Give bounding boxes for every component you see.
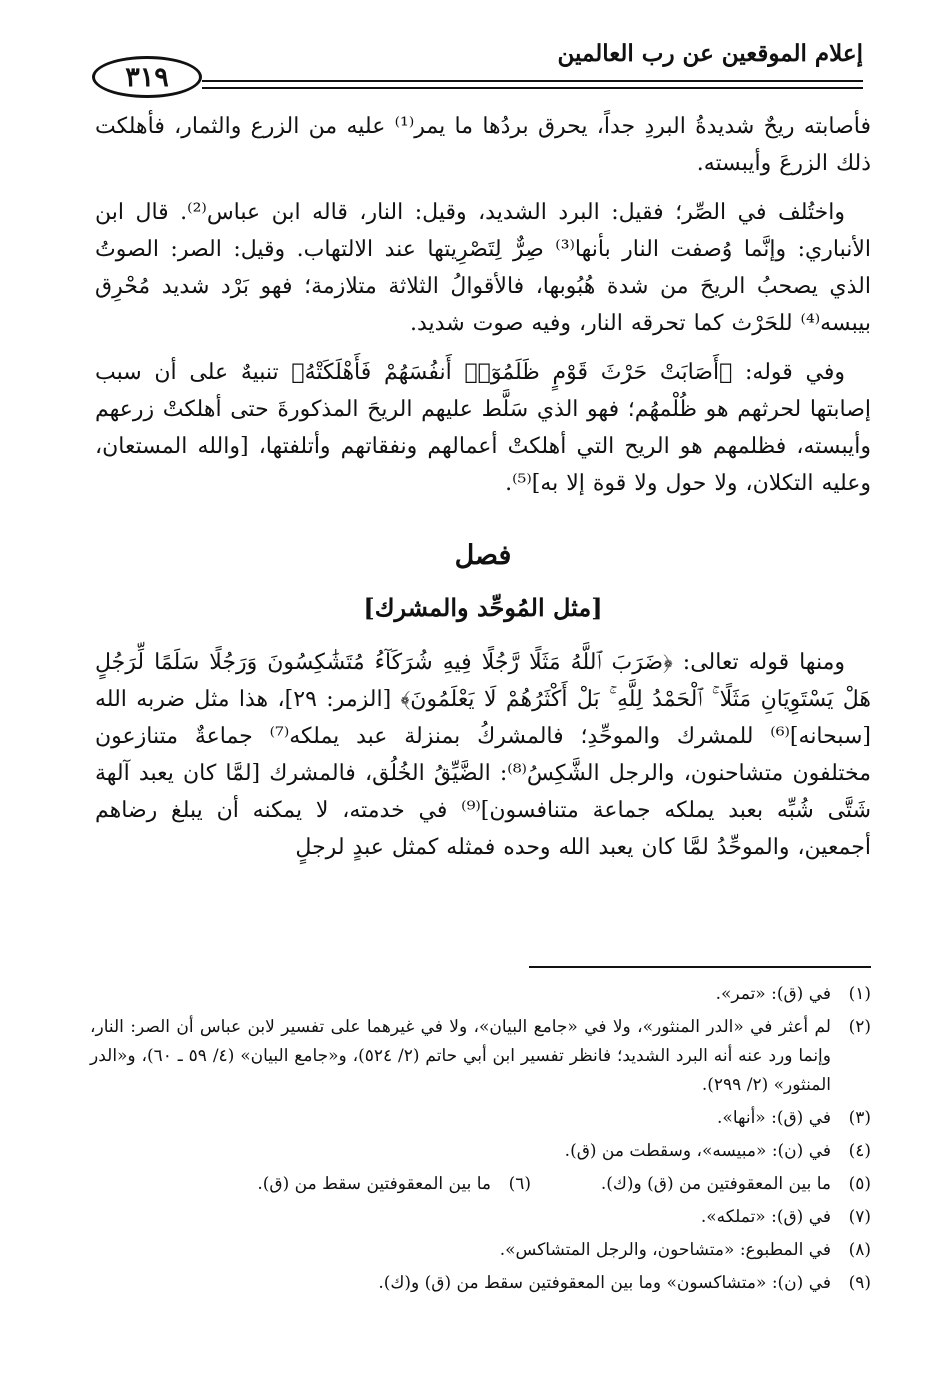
page-number-badge <box>92 56 202 98</box>
footnote-number: (١) <box>848 984 871 1004</box>
footnote-text: ما بين المعقوفتين سقط من (ق). <box>257 1174 491 1194</box>
page-header <box>92 36 863 98</box>
section-subheading: [مثل المُوحِّد والمشرك] <box>363 593 603 622</box>
footnotes <box>90 980 871 1302</box>
footnote-text: في المطبوع: «متشاحون، والرجل المتشاكس». <box>499 1240 831 1260</box>
main-text <box>95 108 871 878</box>
footnote <box>90 1236 871 1265</box>
footnote-text: لم أعثر في «الدر المنثور»، ولا في «جامع البيان»، ولا في غيرهما على تفسير لابن عباس أن الصر: النار، وإنما ورد عنه أنه البرد الشديد؛ فانظر تفسير ابن أبي حاتم (٢/ ٥٢٤)، و«جامع البيان» (٤/ ٥٩ ـ ٦٠)، و«الدر المنثور» (٢/ ٢٩٩). <box>90 1017 831 1095</box>
footnote-text: في (ن): «متشاكسون» وما بين المعقوفتين سقط من (ق) و(ك). <box>378 1273 831 1293</box>
paragraph-4: ومنها قوله تعالى: ﴿ضَرَبَ ٱللَّهُ مَثَلًا رَّجُلًا فِيهِ شُرَكَآءُ مُتَشَٰكِسُونَ وَرَجُلًا سَلَمًا لِّرَجُلٍ هَلْ يَسْتَوِيَانِ مَثَلًا ۚ ٱلْحَمْدُ لِلَّهِ ۚ بَلْ أَكْثَرُهُمْ لَا يَعْلَمُونَ﴾ [الزمر: ٢٩]، هذا مثل ضربه الله [سبحانه]⁽⁶⁾ للمشرك والموحِّدِ؛ فالمشركُ بمنزلة عبد يملكه⁽⁷⁾ جماعةٌ متنازعون مختلفون متشاحنون، والرجل الشَّكِسُ⁽⁸⁾: الضَّيِّقُ الخُلُق، فالمشرك [لمَّا كان يعبد آلهة شَتَّى شُبِّه بعبد يملكه جماعة متنافسون]⁽⁹⁾ في خدمته، لا يمكنه أن يبلغ رضاهم أجمعين، والموحِّدُ لمَّا كان يعبد الله وحده فمثله كمثل عبدٍ لرجلٍ <box>95 650 872 860</box>
footnote-separator <box>529 966 871 968</box>
paragraph-3: وفي قوله: ﴿أَصَابَتْ حَرْثَ قَوْمٍ ظَلَمُوٓا۟ أَنفُسَهُمْ فَأَهْلَكَتْهُ﴾ تنبيهٌ على أن سبب إصابتها لحرثهم هو ظُلْمهُم؛ فهو الذي سَلَّط عليهم الريحَ المذكورةَ حتى أهلكتْ زرعهم وأيبسته، فظلمهم هو الريح التي أهلكتْ أعمالهم ونفقاتهم وأتلفتها، [والله المستعان، وعليه التكلان، ولا حول ولا قوة إلا به]⁽⁵⁾. <box>95 360 871 496</box>
footnote-number: (٧) <box>848 1207 871 1227</box>
footnote <box>531 1170 871 1199</box>
paragraph-1: فأصابته ريحٌ شديدةُ البردِ جداً، يحرق بردُها ما يمر⁽¹⁾ عليه من الزرع والثمار، فأهلكت ذلك الزرعَ وأيبسته. <box>95 114 872 176</box>
footnote <box>90 980 871 1009</box>
running-title: إعلام الموقعين عن رب العالمين <box>557 40 863 67</box>
footnote-text: في (ن): «مبيسه»، وسقطت من (ق). <box>564 1141 831 1161</box>
footnote <box>90 1013 871 1100</box>
footnote-text: ما بين المعقوفتين من (ق) و(ك). <box>600 1174 831 1194</box>
footnote-number: (٨) <box>848 1240 871 1260</box>
footnote-number: (٩) <box>848 1273 871 1293</box>
footnote-text: في (ق): «تمر». <box>715 984 831 1004</box>
footnote <box>90 1104 871 1133</box>
footnote <box>90 1170 531 1199</box>
page-number: ٣١٩ <box>125 61 169 93</box>
section-heading: فصل <box>454 540 512 571</box>
footnote-text: في (ق): «أنها». <box>717 1108 831 1128</box>
footnote-number: (٦) <box>508 1174 531 1194</box>
footnote <box>90 1269 871 1298</box>
paragraph-2: واختُلف في الصِّر؛ فقيل: البرد الشديد، وقيل: النار، قاله ابن عباس⁽²⁾. قال ابن الأنباري: وإنَّما وُصفت النار بأنها⁽³⁾ صِرٌّ لِتَصْرِيتها عند الالتهاب. وقيل: الصر: الصوتُ الذي يصحبُ الريحَ من شدة هُبُوبها، فالأقوالُ الثلاثة متلازمة؛ فهو بَرْد شديد مُحْرِق بيبسه⁽⁴⁾ للحَرْث كما تحرقه النار، وفيه صوت شديد. <box>95 200 871 336</box>
footnote-text: في (ق): «تملكه». <box>700 1207 831 1227</box>
footnote-number: (٤) <box>848 1141 871 1161</box>
footnote-number: (٢) <box>848 1017 871 1037</box>
header-rule <box>202 80 863 89</box>
footnote-number: (٥) <box>848 1174 871 1194</box>
footnote <box>90 1203 871 1232</box>
footnote <box>90 1137 871 1166</box>
footnote-number: (٣) <box>848 1108 871 1128</box>
footnote-pair <box>90 1170 871 1199</box>
